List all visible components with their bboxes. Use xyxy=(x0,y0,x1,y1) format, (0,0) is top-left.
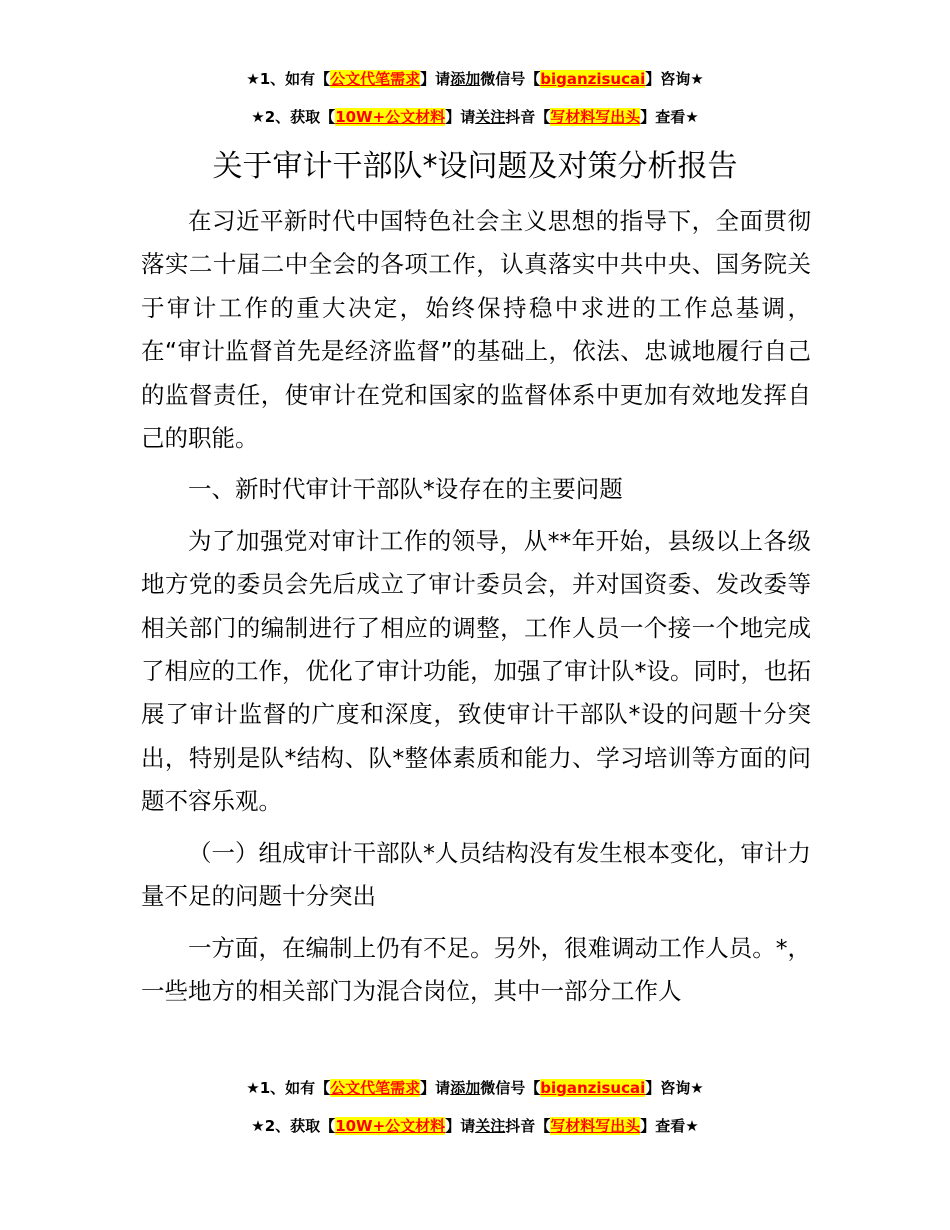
banner-text: ★2、获取【 xyxy=(251,1117,336,1135)
banner-underlined: 添加 xyxy=(450,70,481,88)
banner-highlight: 公文代笔需求 xyxy=(330,1079,421,1097)
bottom-banner-line-1 xyxy=(0,1077,950,1099)
banner-text: 】咨询★ xyxy=(645,70,704,88)
banner-text: 微信号【 xyxy=(480,70,541,88)
banner-highlight: biganzisucai xyxy=(540,1079,646,1097)
banner-text: 】请 xyxy=(445,108,476,126)
banner-text: 】请 xyxy=(420,1079,451,1097)
document-body xyxy=(141,200,811,1013)
paragraph-staffing: 一方面，在编制上仍有不足。另外，很难调动工作人员。*，一些地方的相关部门为混合岗位，其中一部分工作人 xyxy=(141,933,811,1005)
banner-text: 】咨询★ xyxy=(645,1079,704,1097)
paragraph-intro: 在习近平新时代中国特色社会主义思想的指导下，全面贯彻落实二十届二中全会的各项工作，认真落实中共中央、国务院关于审计工作的重大决定，始终保持稳中求进的工作总基调，在“审计监督首先是经济监督”的基础上，依法、忠诚地履行自己的监督责任，使审计在党和国家的监督体系中更加有效地发挥自己的职能。 xyxy=(141,207,811,453)
banner-text: 】请 xyxy=(420,70,451,88)
banner-highlight: biganzisucai xyxy=(540,70,646,88)
banner-highlight: 写材料写出头 xyxy=(550,108,641,126)
banner-text: 】查看★ xyxy=(640,108,699,126)
paragraph-background: 为了加强党对审计工作的领导，从**年开始，县级以上各级地方党的委员会先后成立了审计委员会，并对国资委、发改委等相关部门的编制进行了相应的调整，工作人员一个接一个地完成了相应的工作，优化了审计功能，加强了审计队*设。同时，也拓展了审计监督的广度和深度，致使审计干部队*设的问题十分突出，特别是队*结构、队*整体素质和能力、学习培训等方面的问题不容乐观。 xyxy=(141,526,811,816)
banner-text: ★1、如有【 xyxy=(246,1079,331,1097)
top-banner-line-1 xyxy=(0,68,950,90)
subsection-heading-1: （一）组成审计干部队*人员结构没有发生根本变化，审计力量不足的问题十分突出 xyxy=(141,838,811,911)
banner-highlight: 公文代笔需求 xyxy=(330,70,421,88)
banner-text: ★2、获取【 xyxy=(251,108,336,126)
document-title: 关于审计干部队*设问题及对策分析报告 xyxy=(212,149,738,184)
top-banner-line-2 xyxy=(0,106,950,128)
banner-text: 】请 xyxy=(445,1117,476,1135)
banner-text: 微信号【 xyxy=(480,1079,541,1097)
banner-text: 抖音【 xyxy=(505,1117,551,1135)
banner-underlined: 关注 xyxy=(475,108,506,126)
banner-underlined: 关注 xyxy=(475,1117,506,1135)
banner-highlight: 10W+公文材料 xyxy=(335,1117,446,1135)
banner-text: 】查看★ xyxy=(640,1117,699,1135)
banner-highlight: 10W+公文材料 xyxy=(335,108,446,126)
section-heading-1: 一、新时代审计干部队*设存在的主要问题 xyxy=(188,475,623,504)
banner-text: 抖音【 xyxy=(505,108,551,126)
banner-underlined: 添加 xyxy=(450,1079,481,1097)
banner-text: ★1、如有【 xyxy=(246,70,331,88)
banner-highlight: 写材料写出头 xyxy=(550,1117,641,1135)
bottom-banner-line-2 xyxy=(0,1115,950,1137)
